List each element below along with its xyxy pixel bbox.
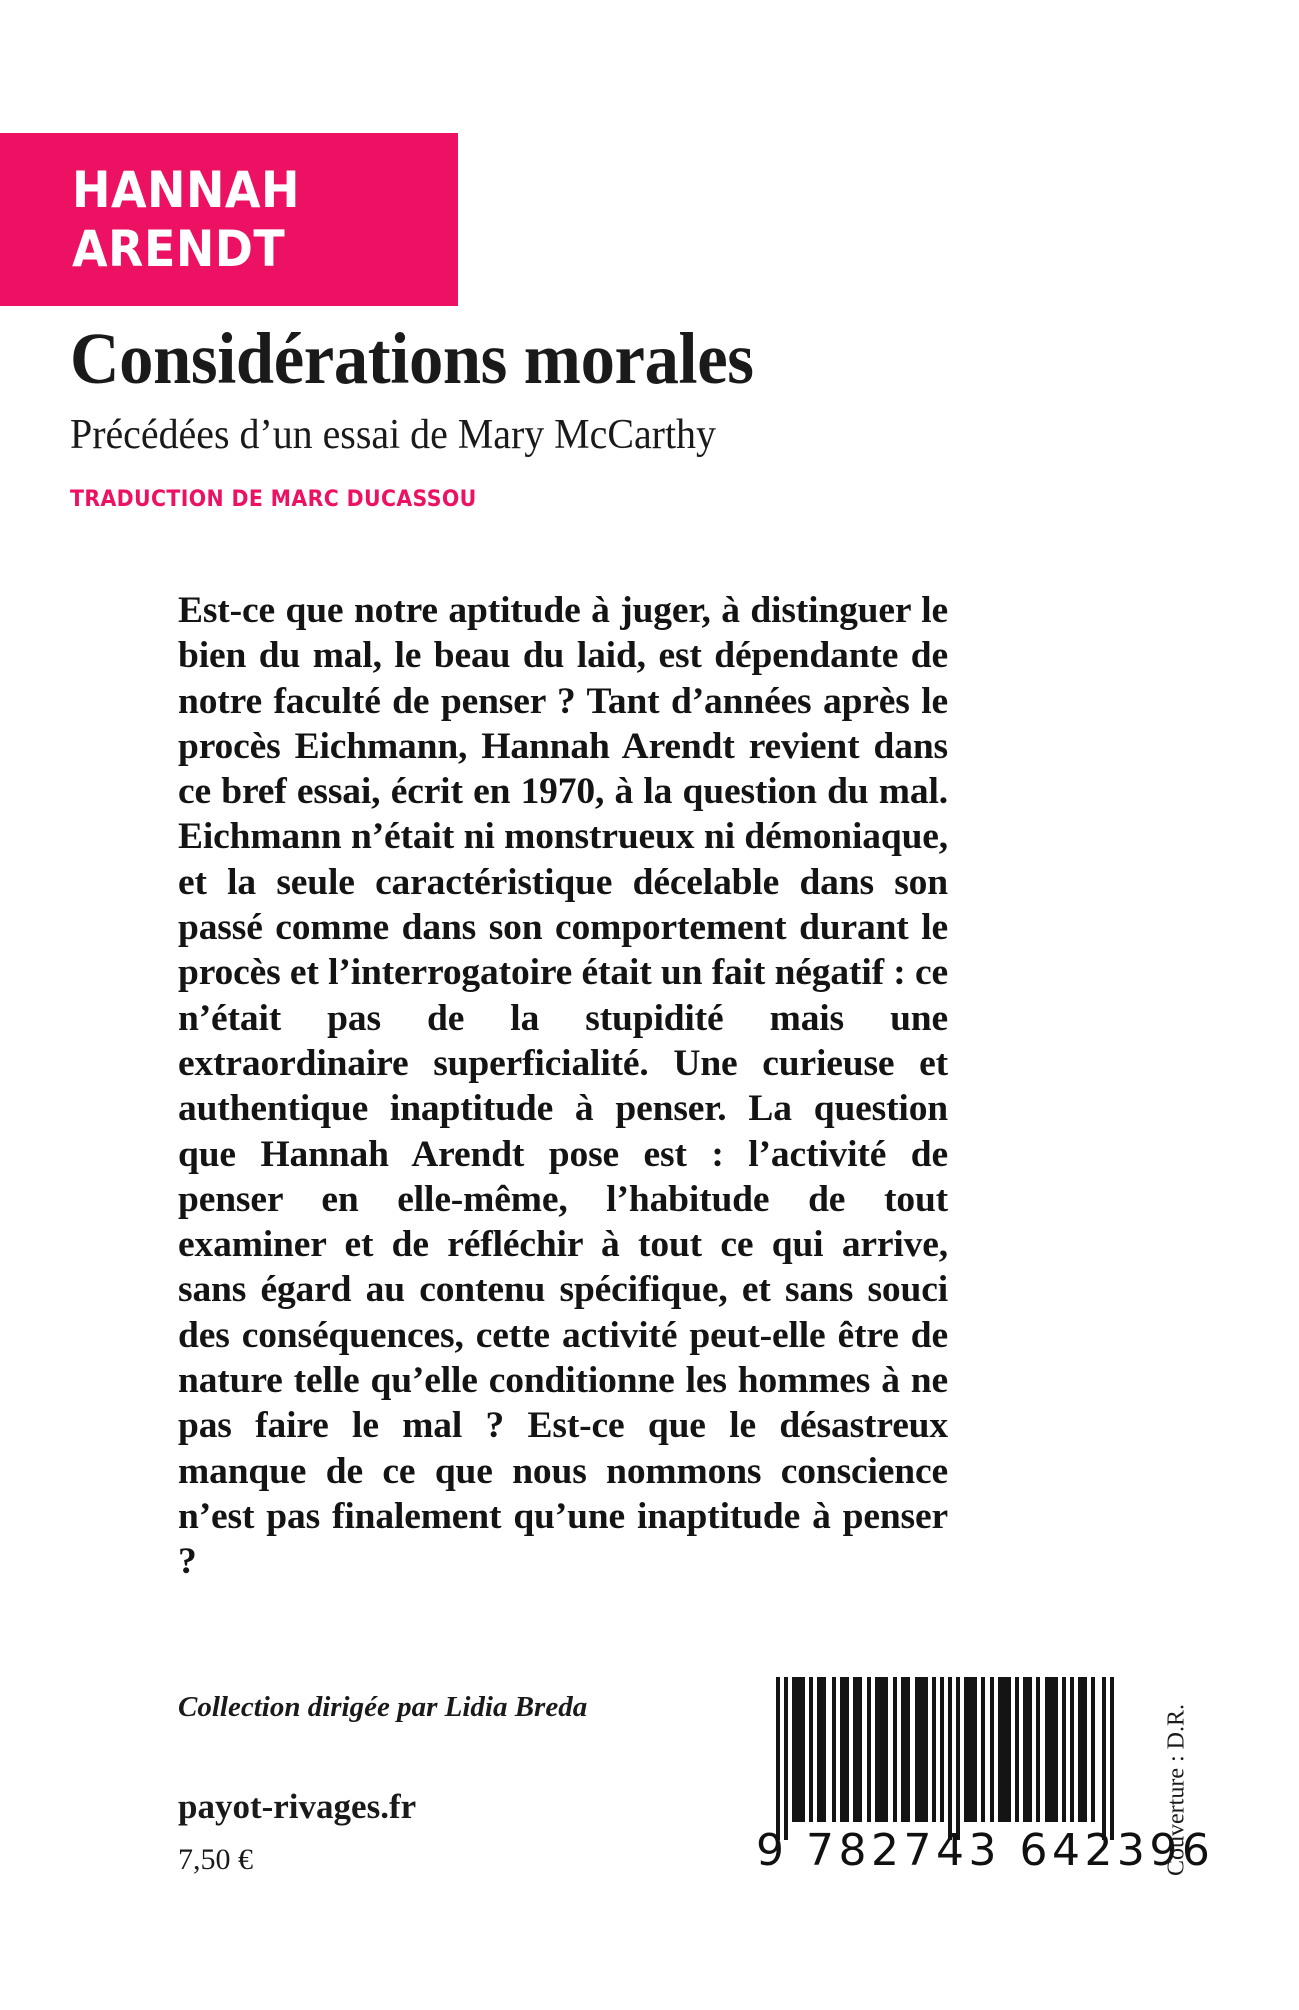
collection-director-line: Collection dirigée par Lidia Breda [178,1691,588,1723]
author-first-name: HANNAH [72,161,300,219]
book-title: Considérations morales [70,318,754,399]
cover-photo-credit [1162,1680,1192,1900]
book-subtitle: Précédées d’un essai de Mary McCarthy [70,412,716,458]
cover-photo-credit-text: Couverture : D.R. [1163,1704,1190,1876]
footer-left-column [178,1690,738,1878]
back-cover-blurb: Est-ce que notre aptitude à juger, à distinguer le bien du mal, le beau du laid, est dépendante de notre faculté de penser ? Tant d’années après le procès Eichmann, Hannah Arendt revient dans ce bref essai, écrit en 1970, à la question du mal. Eichmann n’était ni monstrueux ni démoniaque, et la seule caractéristique décelable dans son passé comme dans son comportement durant le procès et l’interrogatoire était un fait négatif : ce n’était pas de la stupidité mais une extraordinaire superficialité. Une curieuse et authentique inaptitude à penser. La question que Hannah Arendt pose est : l’activité de penser en elle-même, l’habitude de tout examiner et de réfléchir à tout ce qui arrive, sans égard au contenu spécifique, et sans souci des conséquences, cette activité peut-elle être de nature telle qu’elle conditionne les hommes à ne pas faire le mal ? Est-ce que le désastreux manque de ce que nous nommons conscience n’est pas finalement qu’une inaptitude à penser ? [178,590,948,1583]
barcode-digits [754,1825,1215,1876]
author-name-banner [0,133,458,306]
publisher-website[interactable]: payot-rivages.fr [178,1786,417,1826]
barcode-bars [754,1677,1122,1840]
translation-credit: TRADUCTION DE MARC DUCASSOU [70,487,477,512]
author-last-name: ARENDT [72,219,286,278]
barcode-lead-digit: 9 [756,1825,786,1876]
title-block [70,318,1200,458]
barcode-main-digits: 782743 642396 [806,1825,1215,1876]
price-label: 7,50 € [178,1843,253,1877]
